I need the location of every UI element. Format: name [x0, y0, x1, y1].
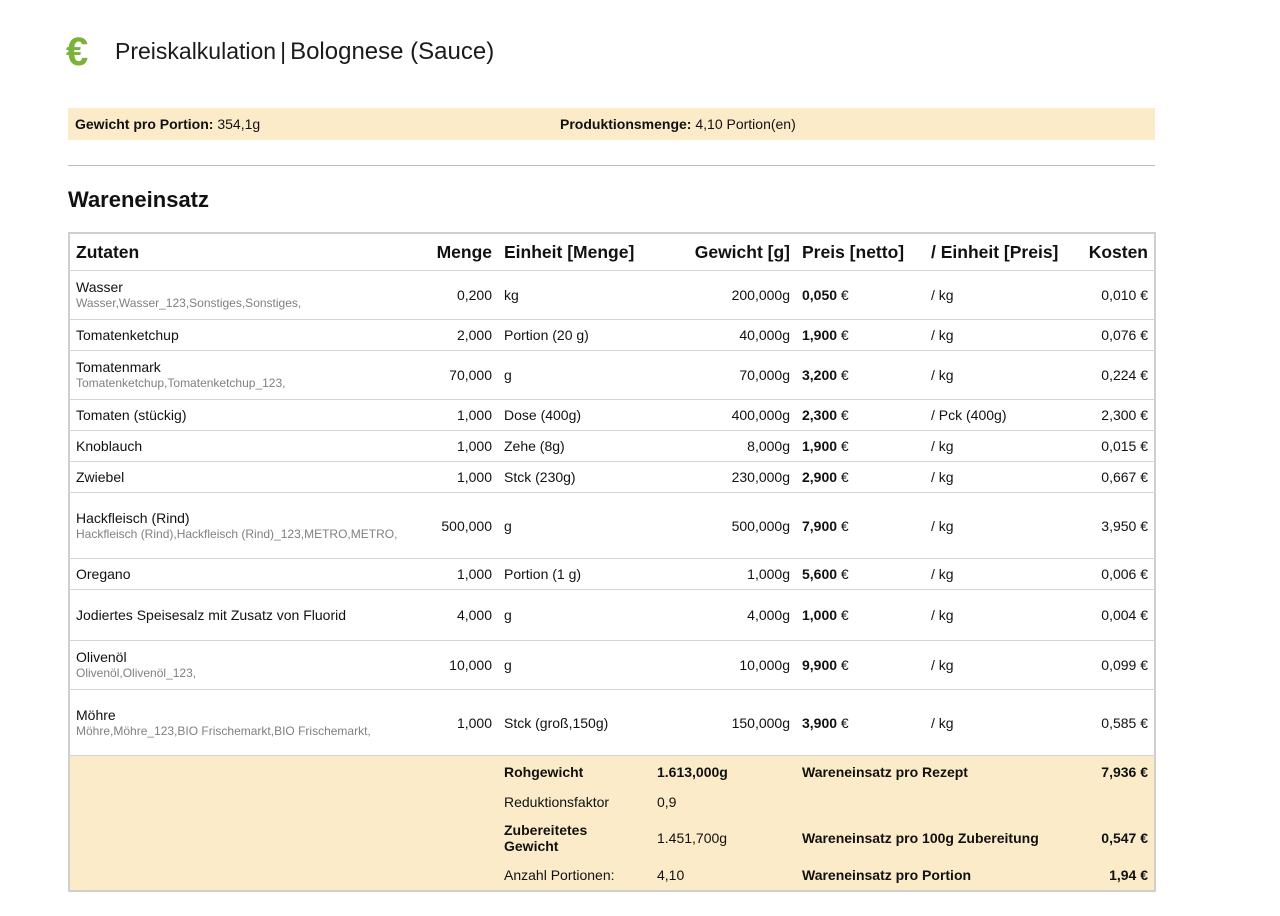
summary-spacer	[69, 788, 498, 817]
preis-cell	[796, 559, 925, 590]
title-label: Preiskalkulation	[115, 38, 277, 64]
ingredient-cell	[69, 320, 424, 351]
gewicht-cell: 200,000g	[651, 271, 796, 320]
preis-cell	[796, 641, 925, 690]
preis-currency: €	[837, 469, 849, 485]
section-title: Wareneinsatz	[68, 187, 210, 212]
gewicht-cell: 4,000g	[651, 590, 796, 641]
pro-einheit-cell: / kg	[925, 431, 1075, 462]
einheit-cell: Portion (20 g)	[498, 320, 651, 351]
summary-label: Zubereitetes Gewicht	[498, 817, 651, 860]
kosten-cell: 2,300 €	[1075, 400, 1155, 431]
ingredient-name: Hackfleisch (Rind)	[76, 509, 190, 526]
einheit-cell: g	[498, 351, 651, 400]
ingredients-table	[68, 232, 1156, 892]
kosten-cell: 0,006 €	[1075, 559, 1155, 590]
page-header	[66, 32, 494, 72]
preis-value: 3,200	[802, 367, 838, 383]
ingredient-cell	[69, 590, 424, 641]
gewicht-cell: 400,000g	[651, 400, 796, 431]
einheit-cell: Stck (230g)	[498, 462, 651, 493]
summary-cost-label	[796, 788, 1075, 817]
ingredient-name: Oregano	[76, 565, 131, 582]
col-header-gewicht: Gewicht [g]	[651, 233, 796, 271]
table-row	[69, 400, 1155, 431]
preis-value: 5,600	[802, 566, 838, 582]
production-value: 4,10 Portion(en)	[695, 116, 796, 132]
preis-value: 1,900	[802, 438, 838, 454]
einheit-cell: Stck (groß,150g)	[498, 690, 651, 756]
gewicht-cell: 70,000g	[651, 351, 796, 400]
ingredient-details: Olivenöl,Olivenöl_123,	[76, 666, 197, 680]
ingredient-details: Tomatenketchup,Tomatenketchup_123,	[76, 376, 286, 390]
ingredient-cell	[69, 400, 424, 431]
ingredient-cell	[69, 271, 424, 320]
summary-spacer	[69, 756, 498, 788]
kosten-cell: 0,010 €	[1075, 271, 1155, 320]
table-row	[69, 690, 1155, 756]
summary-spacer	[69, 817, 498, 860]
table-row	[69, 462, 1155, 493]
pro-einheit-cell: / kg	[925, 271, 1075, 320]
preis-currency: €	[837, 438, 849, 454]
preis-value: 1,900	[802, 327, 838, 343]
gewicht-cell: 1,000g	[651, 559, 796, 590]
weight-label: Gewicht pro Portion:	[75, 116, 214, 132]
einheit-cell: Dose (400g)	[498, 400, 651, 431]
einheit-cell: kg	[498, 271, 651, 320]
info-bar	[68, 108, 1155, 140]
weight-value: 354,1g	[217, 116, 261, 132]
kosten-cell: 0,004 €	[1075, 590, 1155, 641]
preis-value: 2,900	[802, 469, 838, 485]
summary-row	[69, 817, 1155, 860]
production-amount	[560, 116, 796, 132]
preis-cell	[796, 462, 925, 493]
einheit-cell: g	[498, 641, 651, 690]
col-header-pro-einheit: / Einheit [Preis]	[925, 233, 1075, 271]
preis-cell	[796, 493, 925, 559]
ingredients-body	[69, 271, 1155, 756]
summary-cost	[1075, 788, 1155, 817]
preis-cell	[796, 351, 925, 400]
ingredient-name: Tomatenketchup	[76, 326, 179, 343]
preis-cell	[796, 590, 925, 641]
preis-value: 1,000	[802, 607, 838, 623]
menge-cell: 0,200	[424, 271, 498, 320]
divider	[68, 165, 1155, 166]
summary-value: 1.451,700g	[651, 817, 796, 860]
kosten-cell: 3,950 €	[1075, 493, 1155, 559]
preis-cell	[796, 320, 925, 351]
page-title	[115, 38, 494, 66]
kosten-cell: 0,076 €	[1075, 320, 1155, 351]
preis-currency: €	[837, 714, 849, 731]
gewicht-cell: 500,000g	[651, 493, 796, 559]
menge-cell: 10,000	[424, 641, 498, 690]
summary-row	[69, 756, 1155, 788]
weight-per-portion	[75, 116, 260, 132]
kosten-cell: 0,667 €	[1075, 462, 1155, 493]
col-header-einheit: Einheit [Menge]	[498, 233, 651, 271]
menge-cell: 1,000	[424, 462, 498, 493]
preis-cell	[796, 431, 925, 462]
summary-spacer	[69, 860, 498, 891]
preis-currency: €	[837, 327, 849, 343]
table-row	[69, 271, 1155, 320]
table-row	[69, 320, 1155, 351]
preis-currency: €	[837, 287, 849, 303]
col-header-preis: Preis [netto]	[796, 233, 925, 271]
menge-cell: 1,000	[424, 400, 498, 431]
col-header-menge: Menge	[424, 233, 498, 271]
gewicht-cell: 230,000g	[651, 462, 796, 493]
menge-cell: 2,000	[424, 320, 498, 351]
table-header-row	[69, 233, 1155, 271]
ingredient-cell	[69, 641, 424, 690]
menge-cell: 70,000	[424, 351, 498, 400]
preis-currency: €	[837, 407, 849, 423]
pro-einheit-cell: / kg	[925, 493, 1075, 559]
ingredient-name: Jodiertes Speisesalz mit Zusatz von Fluorid	[76, 606, 346, 623]
pro-einheit-cell: / kg	[925, 559, 1075, 590]
preis-value: 2,300	[802, 407, 838, 423]
einheit-cell: Portion (1 g)	[498, 559, 651, 590]
summary-cost: 7,936 €	[1075, 756, 1155, 788]
summary-value: 4,10	[651, 860, 796, 891]
gewicht-cell: 150,000g	[651, 690, 796, 756]
ingredient-cell	[69, 462, 424, 493]
preis-currency: €	[837, 657, 849, 673]
ingredient-details: Wasser,Wasser_123,Sonstiges,Sonstiges,	[76, 296, 302, 310]
pro-einheit-cell: / kg	[925, 462, 1075, 493]
summary-cost-label: Wareneinsatz pro 100g Zubereitung	[796, 817, 1075, 860]
table-row	[69, 351, 1155, 400]
summary-label: Anzahl Portionen:	[498, 860, 651, 891]
menge-cell: 1,000	[424, 559, 498, 590]
ingredient-name: Möhre	[76, 706, 116, 723]
preis-value: 9,900	[802, 657, 838, 673]
menge-cell: 1,000	[424, 690, 498, 756]
table-row	[69, 431, 1155, 462]
preis-cell	[796, 271, 925, 320]
summary-value: 1.613,000g	[651, 756, 796, 788]
summary-cost: 1,94 €	[1075, 860, 1155, 891]
ingredient-details: Hackfleisch (Rind),Hackfleisch (Rind)_123,METRO,METRO,	[76, 526, 398, 541]
kosten-cell: 0,224 €	[1075, 351, 1155, 400]
preis-value: 7,900	[802, 517, 838, 534]
summary-label: Rohgewicht	[498, 756, 651, 788]
preis-currency: €	[837, 607, 849, 623]
preis-currency: €	[837, 566, 849, 582]
summary-cost-label: Wareneinsatz pro Rezept	[796, 756, 1075, 788]
euro-icon: €	[66, 30, 89, 74]
preis-currency: €	[837, 367, 849, 383]
kosten-cell: 0,585 €	[1075, 690, 1155, 756]
menge-cell: 500,000	[424, 493, 498, 559]
col-header-kosten: Kosten	[1075, 233, 1155, 271]
gewicht-cell: 40,000g	[651, 320, 796, 351]
ingredient-name: Tomaten (stückig)	[76, 406, 187, 423]
ingredient-name: Zwiebel	[76, 468, 125, 485]
ingredient-name: Tomatenmark	[76, 359, 161, 375]
ingredient-cell	[69, 351, 424, 400]
menge-cell: 1,000	[424, 431, 498, 462]
ingredient-cell	[69, 559, 424, 590]
dish-name: Bolognese (Sauce)	[290, 38, 495, 65]
einheit-cell: g	[498, 493, 651, 559]
ingredient-cell	[69, 431, 424, 462]
production-label: Produktionsmenge:	[560, 116, 692, 132]
ingredient-cell	[69, 493, 424, 559]
title-separator: |	[280, 38, 287, 64]
preis-value: 3,900	[802, 714, 838, 731]
pro-einheit-cell: / kg	[925, 351, 1075, 400]
ingredient-name: Wasser	[76, 279, 123, 295]
summary-value: 0,9	[651, 788, 796, 817]
ingredient-cell	[69, 690, 424, 756]
kosten-cell: 0,015 €	[1075, 431, 1155, 462]
preis-cell	[796, 400, 925, 431]
table-row	[69, 641, 1155, 690]
table-row	[69, 590, 1155, 641]
summary-body	[69, 756, 1155, 891]
summary-label: Reduktionsfaktor	[498, 788, 651, 817]
table-row	[69, 493, 1155, 559]
summary-cost-label: Wareneinsatz pro Portion	[796, 860, 1075, 891]
gewicht-cell: 10,000g	[651, 641, 796, 690]
summary-cost: 0,547 €	[1075, 817, 1155, 860]
pro-einheit-cell: / kg	[925, 690, 1075, 756]
table-row	[69, 559, 1155, 590]
preis-currency: €	[837, 517, 849, 534]
pro-einheit-cell: / kg	[925, 641, 1075, 690]
pro-einheit-cell: / kg	[925, 320, 1075, 351]
menge-cell: 4,000	[424, 590, 498, 641]
ingredient-name: Knoblauch	[76, 437, 143, 454]
preis-cell	[796, 690, 925, 756]
pro-einheit-cell: / Pck (400g)	[925, 400, 1075, 431]
summary-row	[69, 788, 1155, 817]
col-header-zutaten: Zutaten	[69, 233, 424, 271]
preis-value: 0,050	[802, 287, 838, 303]
einheit-cell: Zehe (8g)	[498, 431, 651, 462]
ingredient-details: Möhre,Möhre_123,BIO Frischemarkt,BIO Frischemarkt,	[76, 723, 371, 738]
summary-row	[69, 860, 1155, 891]
kosten-cell: 0,099 €	[1075, 641, 1155, 690]
pro-einheit-cell: / kg	[925, 590, 1075, 641]
ingredient-name: Olivenöl	[76, 649, 127, 665]
einheit-cell: g	[498, 590, 651, 641]
gewicht-cell: 8,000g	[651, 431, 796, 462]
